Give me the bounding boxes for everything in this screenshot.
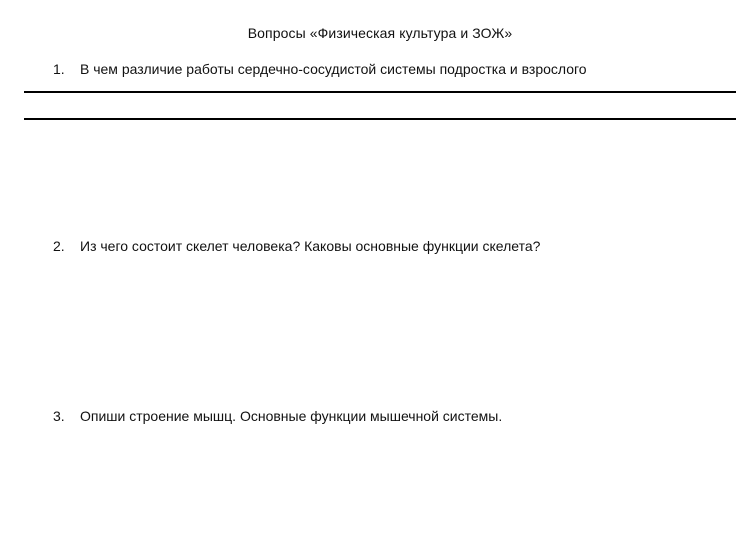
question-3: [53, 408, 502, 424]
question-2-number: 2.: [53, 238, 65, 254]
question-1-text: В чем различие работы сердечно-сосудистой системы подростка и взрослого: [80, 61, 587, 77]
answer-line-2: [24, 118, 736, 120]
answer-line-1: [24, 91, 736, 93]
document-title: Вопросы «Физическая культура и ЗОЖ»: [247, 25, 513, 41]
question-1: [53, 61, 587, 77]
question-1-number: 1.: [53, 61, 65, 77]
question-2: [53, 238, 540, 254]
question-3-text: Опиши строение мышц. Основные функции мышечной системы.: [80, 408, 503, 424]
question-3-number: 3.: [53, 408, 65, 424]
question-2-text: Из чего состоит скелет человека? Каковы основные функции скелета?: [80, 238, 541, 254]
